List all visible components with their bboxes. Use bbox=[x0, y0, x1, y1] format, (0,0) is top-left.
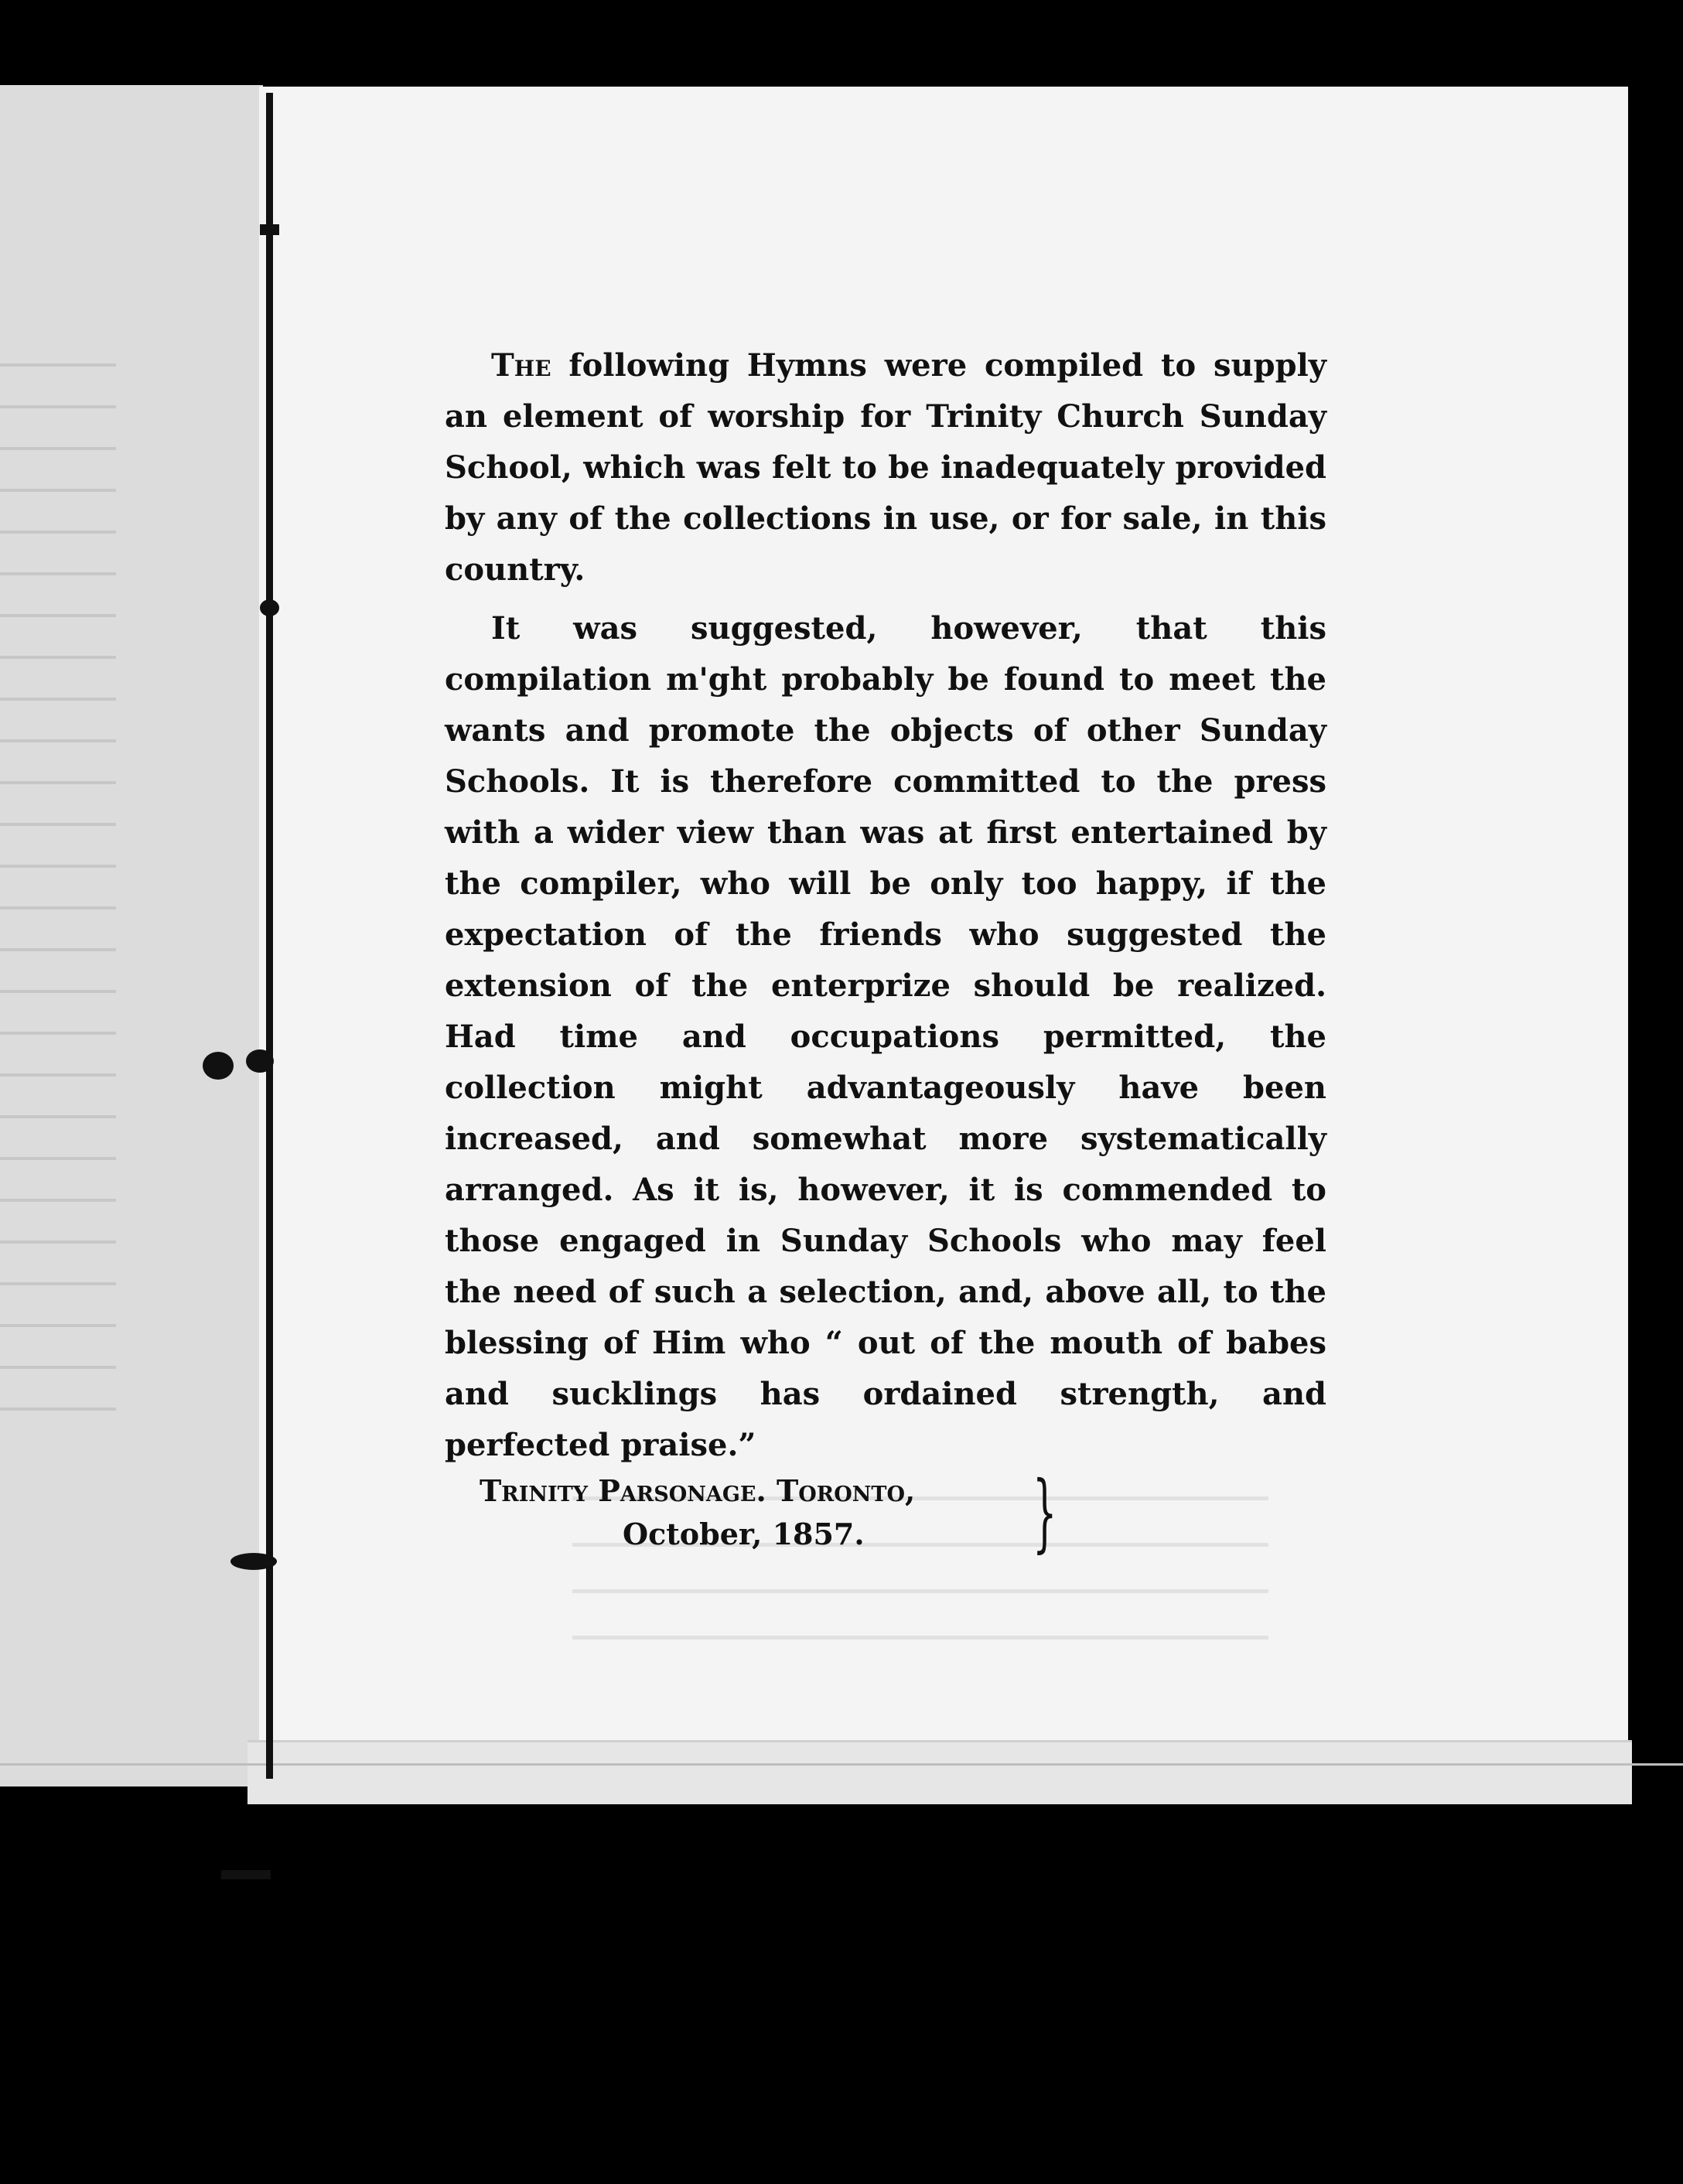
binding-stitch bbox=[221, 1870, 271, 1879]
binding-stitch bbox=[203, 1052, 234, 1080]
signature-place: Trinity Parsonage. Toronto, bbox=[480, 1473, 916, 1508]
binding-stitch bbox=[260, 224, 279, 235]
signature-date: October, 1857. bbox=[623, 1517, 865, 1551]
drop-lead-word: The bbox=[491, 347, 551, 384]
scan-artifact-line bbox=[0, 1763, 1683, 1766]
binding-stitch bbox=[230, 1553, 277, 1570]
binding-spine bbox=[266, 93, 273, 1779]
signature-block bbox=[480, 1469, 1067, 1556]
paragraph-text: It was suggested, however, that this compilation m'ght probably be found to meet the wants and promote the objects of other Sunday Schools. It is therefore committed to the press with a wider view than was at first entertained by the compiler, who will be only too happy, if the expectation of the friends who suggested the extension of the enterprize should be realized. Had time and occupations permitted, the collection might advantageously have been increased, and somewhat more systematically arranged. As it is, however, it is commended to those engaged in Sunday Schools who may feel the need of such a selection, and, above all, to the blessing of Him who “ out of the mouth of babes and sucklings has ordained strength, and perfected praise.” bbox=[445, 610, 1326, 1463]
paragraph-text: following Hymns were compiled to supply an element of worship for Trinity Church Sunday School, which was felt to be inadequately provided by any of the collections in use, or for sale, in this country. bbox=[445, 347, 1326, 588]
page-bottom-edge bbox=[248, 1740, 1632, 1804]
binding-stitch bbox=[246, 1049, 274, 1073]
signature-brace: } bbox=[1033, 1462, 1057, 1561]
left-page-ghost-text bbox=[0, 325, 116, 1446]
binding-stitch bbox=[260, 599, 279, 616]
preface-paragraph bbox=[445, 340, 1326, 595]
preface-text bbox=[445, 340, 1326, 1479]
preface-paragraph bbox=[445, 603, 1326, 1471]
